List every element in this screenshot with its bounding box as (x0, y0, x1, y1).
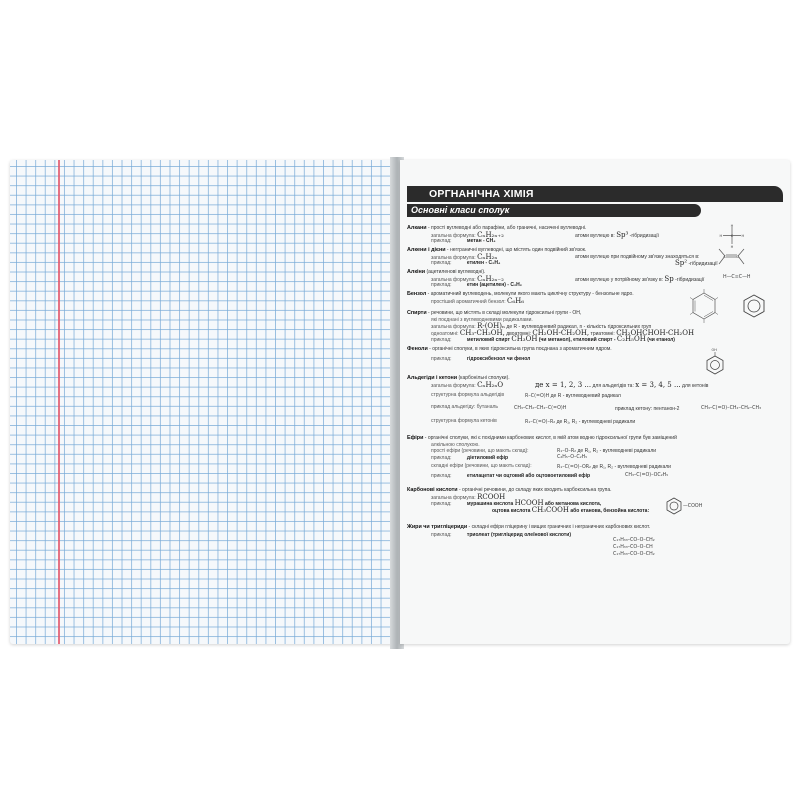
benzene-formula: C₆H₆ (507, 296, 525, 305)
alcohols-formula-note: де R - вуглеводневий радикал, n - кількість гідроксильних груп (505, 324, 652, 330)
ketones-struct-label: структурна формула кетонів (431, 417, 497, 424)
acids-example2-formula: CH₃COOH (531, 505, 569, 514)
acids-formula: RCOOH (477, 492, 506, 501)
fats-example: триолеат (тригліцерид олеїнової кислоти) (466, 531, 571, 538)
benzoic-acid-group: —COOH (683, 504, 703, 509)
term-alkynes: Алкіни (407, 269, 426, 275)
alkenes-hyb-suffix: -гібридизації (687, 261, 718, 267)
alcohols-tri-label: триатомні: (590, 330, 615, 337)
phenols-example: гідроксибензол чи фенол (466, 355, 531, 362)
esters-complex-note: де R₁, R₂ - вуглеводневі радикали (590, 464, 671, 470)
alkanes-example-label: приклад: (431, 238, 452, 244)
acids-example1-note: або метанова кислота, (545, 501, 602, 507)
esters-simple-example-label: приклад: (431, 454, 452, 461)
acetylene-structure: H—C≡C—H (723, 275, 751, 280)
alcohols-example2-note: (чи етанол) (647, 337, 675, 343)
ketone-general-structure: R₁–C(=O)–R₂ (525, 419, 556, 425)
alcohols-desc: - речовини, що містять в складі молекули гідроксильні групи - ОН, (426, 310, 582, 316)
alkanes-hyb: Sp³ (616, 230, 629, 239)
esters-simple-example: діетиловий ефір (466, 454, 509, 461)
ethylene-structure-icon (715, 245, 749, 271)
alkenes-hyb: Sp² (675, 259, 688, 267)
alkynes-atoms-label: атоми вуглецю у потрійному зв'язку в: (575, 276, 664, 283)
benzoic-acid-ring-icon (665, 497, 683, 515)
svg-text:C: C (730, 234, 734, 238)
alkynes-formula-label: загальна формула: (431, 276, 476, 283)
alcohols-di: CH₂OH-CH₂OH, (532, 328, 590, 337)
alkynes-example-label: приклад: (431, 282, 452, 288)
triolein-line-3: C₁₇H₃₃–CO–O–CH₂ (613, 552, 655, 557)
alkenes-formula-label: загальна формула: (431, 254, 476, 261)
ketones-struct-note: де R₁, R₂ - вуглеводневі радикали (555, 418, 636, 425)
term-alkanes: Алкани (407, 225, 427, 231)
section-aldehydes-ketones (407, 375, 783, 428)
alcohols-formula-label: загальна формула: (431, 324, 476, 330)
esters-desc: - органічні сполуки, які є похідними карбонових кислот, в якій атом водню гідроксильної групи був заміщений (423, 435, 677, 441)
svg-text:OH: OH (711, 348, 717, 352)
phenols-example-label: приклад: (431, 355, 452, 362)
term-esters: Ефіри (407, 435, 424, 441)
term-benzene: Бензол (407, 291, 427, 297)
benzene-desc: - ароматичний вуглеводень, молекули якого мають циклічну структуру - бензольне ядро. (426, 291, 634, 297)
aldehydes-n-note: для альдегідів та: (591, 382, 634, 389)
margin-line (58, 160, 60, 644)
acids-example1-formula: HCOOH (514, 499, 544, 507)
section-esters (407, 435, 783, 480)
alkenes-example-label: приклад: (431, 260, 452, 266)
alkenes-atoms-label: атоми вуглецю при подвійному зв'язку знаходяться в: (575, 253, 700, 260)
alcohols-mono-label: одноатомні: (431, 330, 459, 337)
alkanes-hyb-suffix: -гібридизації (628, 232, 659, 239)
alkynes-desc: (ацетиленові вуглеводні). (425, 269, 486, 275)
alkanes-formula-label: загальна формула: (431, 232, 476, 239)
alkenes-formula: CₙH₂ₙ (477, 252, 498, 261)
acids-example1: мурашина кислота (466, 501, 514, 507)
term-carboxylic-acids: Карбонові кислоти (407, 487, 458, 493)
alcohols-formula: R-(OH)ₙ (477, 322, 506, 330)
alkanes-atoms-label: атоми вуглецю в: (575, 232, 615, 239)
aldehyde-general-structure: R–C(=O)H (525, 393, 550, 399)
esters-complex-example: етилацетат чи оцтовий або оцтовоетиловий ефір (466, 473, 591, 479)
pentanone-structure: CH₃–C(=O)–CH₂–CH₂–CH₃ (701, 405, 761, 411)
alcohols-example-label: приклад: (431, 337, 452, 343)
acids-formula-label: загальна формула: (431, 494, 476, 501)
esters-simple-label: прості ефіри (речовини, що мають склад): (431, 448, 529, 454)
page-subtitle: Основні класи сполук (407, 204, 701, 217)
aldehydes-n-range: де x = 1, 2, 3 ... (535, 380, 592, 389)
term-alkenes: Алкени і дієни (407, 247, 446, 253)
fats-example-label: приклад: (431, 531, 452, 538)
aldehydes-struct-note: де R - вуглеводневий радикал (549, 392, 621, 399)
ketones-example-label: приклад кетону: пентанон-2 (615, 405, 680, 412)
alcohols-example2: етиловий спирт - (573, 337, 616, 343)
alkynes-formula: CₙH₂ₙ₋₂ (477, 274, 504, 283)
alkynes-hyb-suffix: -гібридизації (673, 276, 705, 283)
sections (407, 221, 783, 593)
alcohols-example1: метиловий спирт (466, 337, 510, 343)
section-carboxylic-acids (407, 487, 783, 513)
triolein-line-1: C₁₇H₃₃–CO–O–CH₂ (613, 538, 655, 543)
benzene-desc2: простіший ароматичний бензол: (431, 298, 506, 305)
section-alkanes (407, 224, 783, 249)
ester-general-structure: R₁–C(=O)–OR₂ (557, 465, 591, 470)
alcohols-tri: CH₂OHCHOH-CH₂OH (616, 328, 695, 337)
section-alkenes (407, 247, 783, 267)
triolein-line-2: C₁₇H₃₃–CO–O–CH (613, 545, 653, 550)
acids-example2: оцтова кислота (492, 507, 531, 514)
aldehydes-formula: CₙH₂ₙO (477, 380, 504, 389)
section-alkynes (407, 269, 783, 289)
term-fats: Жири чи тригліцериди (407, 524, 468, 530)
esters-complex-example-label: приклад: (431, 473, 452, 479)
simple-ether-structure: R₁–O–R₂ (557, 449, 577, 454)
diethyl-ether-structure: C₂H₅–O–C₂H₅ (557, 454, 588, 460)
section-alcohols (407, 310, 783, 343)
svg-text:C: C (723, 255, 726, 259)
svg-text:H: H (730, 245, 734, 249)
phenol-structure-icon (703, 347, 727, 375)
esters-complex-label: складні ефіри (речовини, що мають склад): (431, 463, 532, 469)
acids-example2-note: або етанова, бензойна кислота: (570, 507, 650, 514)
butanal-structure: CH₃–CH₂–CH₂–C(=O)H (514, 405, 567, 411)
svg-text:C: C (736, 255, 739, 259)
reference-content (407, 186, 783, 593)
svg-text:H: H (719, 234, 723, 238)
ketones-n-note: для кетонів (680, 382, 709, 389)
esters-simple-note: де R₁, R₂ - вуглеводневі радикали (576, 448, 657, 454)
ketones-n-range: x = 3, 4, 5 ... (635, 380, 681, 389)
alkenes-desc: - негграничні вуглеводні, що містять один подвійний зв'язок. (445, 247, 587, 253)
alkynes-hyb: Sp (664, 274, 674, 283)
right-page-reference (400, 160, 790, 644)
alkanes-formula: CₙH₂ₙ₊₂ (477, 230, 504, 239)
term-aldehydes: Альдегіди і кетони (407, 375, 458, 381)
left-page-grid (10, 160, 394, 644)
term-phenols: Феноли (407, 346, 428, 352)
fats-desc: - складні ефіри гліцерину і вищих граничних і неграничних карбонових кислот. (467, 524, 651, 530)
aldehydes-formula-label: загальна формула: (431, 382, 476, 389)
svg-text:H: H (741, 234, 745, 238)
notebook (10, 157, 790, 649)
alkenes-example: етилен - C₂H₄ (466, 260, 501, 266)
alcohols-example1-formula: CH₃OH (511, 335, 538, 343)
alkanes-desc: - прості вуглеводні або парафіни, або граничні, насичені вуглеводні. (426, 225, 587, 231)
aldehydes-example-label: приклад альдегіду: бутаналь (431, 403, 498, 410)
esters-desc2: алкільною сполукою. (431, 441, 480, 448)
ethyl-acetate-structure: CH₃–C(=O)–OC₂H₅ (625, 473, 669, 478)
aldehydes-struct-label: структурна формула альдегідів (431, 391, 505, 398)
alkanes-example: метан - CH₄ (466, 238, 496, 244)
acids-desc: - органічні речовини, до складу яких входить карбоксильна група. (457, 487, 612, 493)
alcohols-example2-formula: C₂H₅OH (616, 335, 646, 343)
alkynes-example: етин (ацетилен) - C₂H₂ (466, 282, 523, 288)
section-phenols (407, 346, 783, 362)
term-alcohols: Спирти (407, 310, 427, 316)
alcohols-example1-note: (чи метанол), (538, 337, 572, 343)
page-title: ОРГНАНІЧНА ХІМІЯ (407, 186, 783, 202)
phenols-desc: - органічні сполуки, в яких гідроксильна група поєднана з ароматичним ядром. (427, 346, 612, 352)
aldehydes-desc: (карбонільні сполуки). (457, 375, 510, 381)
alcohols-di-label: двоатомні: (506, 330, 531, 337)
alcohols-desc2: які поєднані з вуглеводневими радикалами. (431, 316, 533, 323)
section-benzene (407, 291, 783, 304)
acids-example-label: приклад: (431, 501, 452, 507)
svg-text:H: H (730, 224, 734, 228)
alcohols-mono: CH₃-CH₂OH, (459, 328, 505, 337)
section-fats (407, 524, 783, 557)
